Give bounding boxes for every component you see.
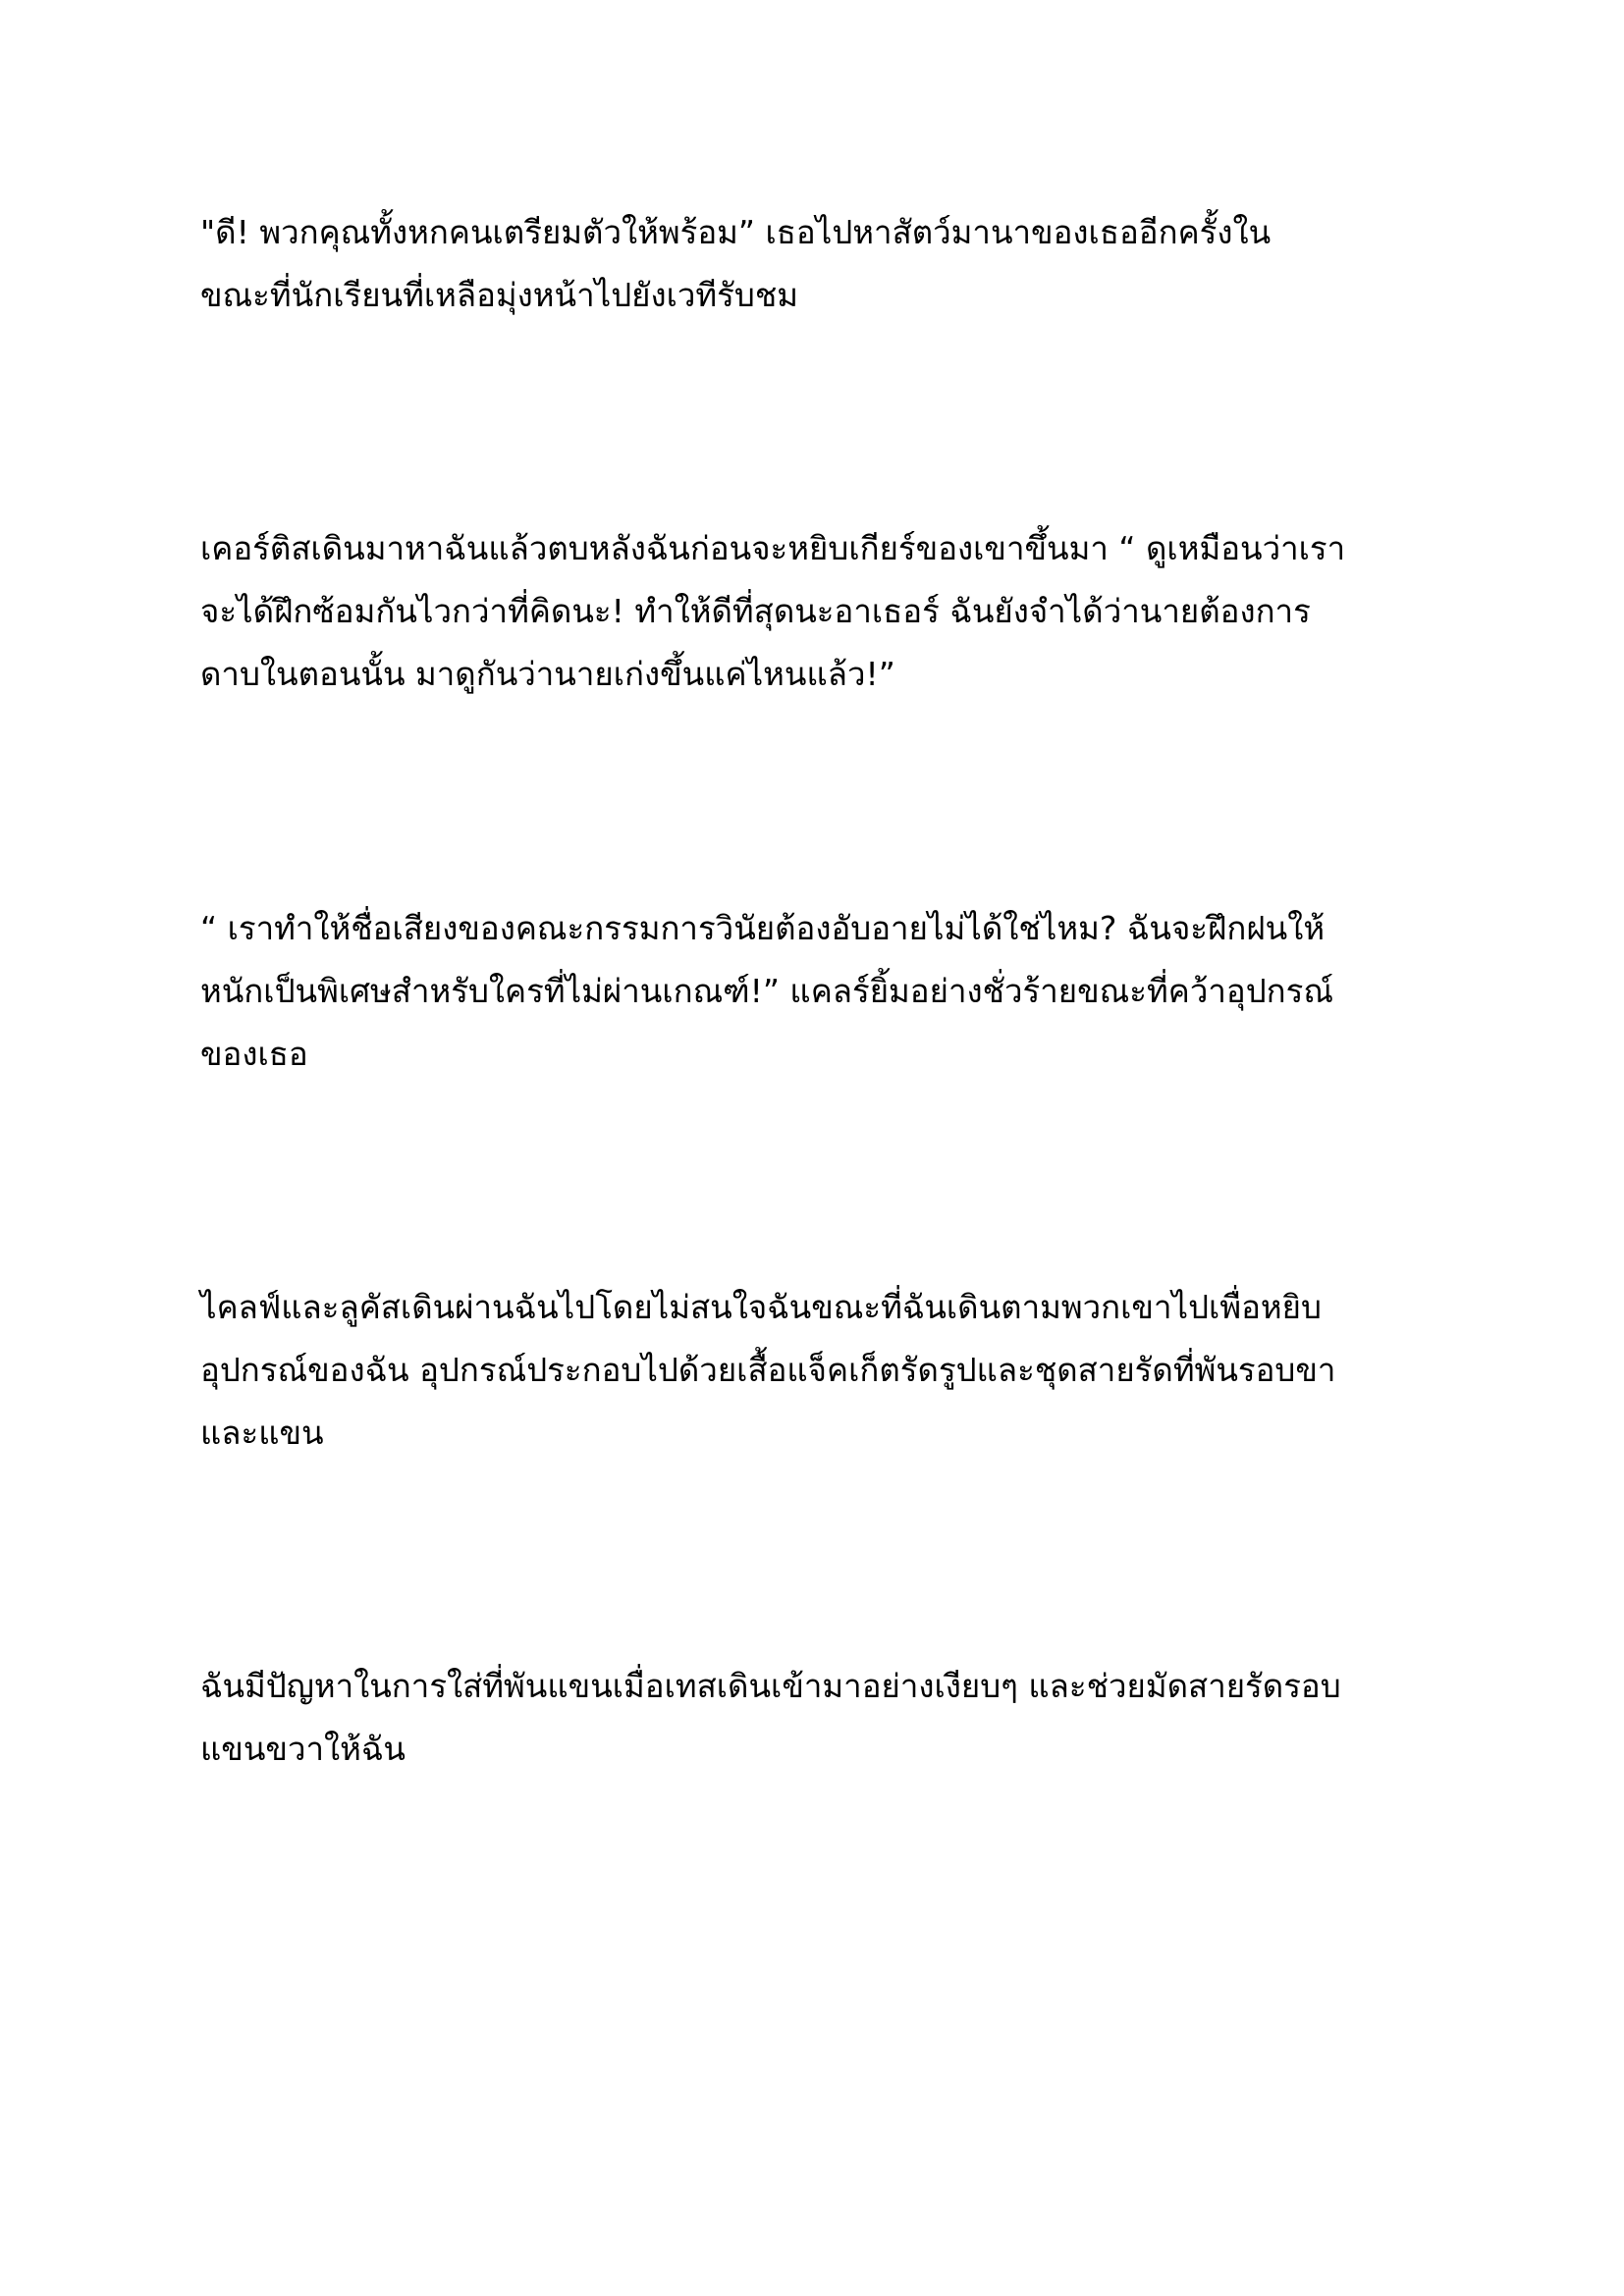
text-line: อุปกรณ์ของฉัน อุปกรณ์ประกอบไปด้วยเสื้อแจ็คเก็ตรัดรูปและชุดสายรัดที่พันรอบขา — [200, 1351, 1336, 1389]
text-line: ขณะที่นักเรียนที่เหลือมุ่งหน้าไปยังเวทีรับชม — [200, 276, 799, 314]
text-body — [200, 201, 1437, 1781]
text-line: จะได้ฝึกซ้อมกันไวกว่าที่คิดนะ! ทำให้ดีที่สุดนะอาเธอร์ ฉันยังจำได้ว่านายต้องการ — [200, 592, 1311, 630]
paragraph-1 — [200, 201, 1437, 327]
text-line: แขนขวาให้ฉัน — [200, 1730, 406, 1768]
paragraph-5 — [200, 1655, 1437, 1781]
paragraph-3 — [200, 897, 1437, 1086]
text-line: ไคลฟ์และลูคัสเดินผ่านฉันไปโดยไม่สนใจฉันขณะที่ฉันเดินตามพวกเขาไปเพื่อหยิบ — [200, 1288, 1322, 1326]
text-line: “ เราทำให้ชื่อเสียงของคณะกรรมการวินัยต้องอับอายไม่ได้ใช่ไหม? ฉันจะฝึกฝนให้ — [200, 909, 1326, 947]
text-line: ของเธอ — [200, 1035, 308, 1073]
text-line: เคอร์ติสเดินมาหาฉันแล้วตบหลังฉันก่อนจะหยิบเกียร์ของเขาขึ้นมา “ ดูเหมือนว่าเรา — [200, 529, 1346, 567]
text-line: ฉันมีปัญหาในการใส่ที่พันแขนเมื่อเทสเดินเข้ามาอย่างเงียบๆ และช่วยมัดสายรัดรอบ — [200, 1667, 1341, 1705]
text-line: และแขน — [200, 1414, 324, 1452]
paragraph-4 — [200, 1276, 1437, 1465]
text-line: ดาบในตอนนั้น มาดูกันว่านายเก่งขึ้นแค่ไหนแล้ว!” — [200, 655, 895, 693]
text-line: "ดี! พวกคุณทั้งหกคนเตรียมตัวให้พร้อม” เธอไปหาสัตว์มานาของเธออีกครั้งใน — [200, 213, 1272, 251]
text-line: หนักเป็นพิเศษสำหรับใครที่ไม่ผ่านเกณฑ์!” แคลร์ยิ้มอย่างชั่วร้ายขณะที่คว้าอุปกรณ์ — [200, 972, 1334, 1010]
paragraph-2 — [200, 517, 1437, 706]
